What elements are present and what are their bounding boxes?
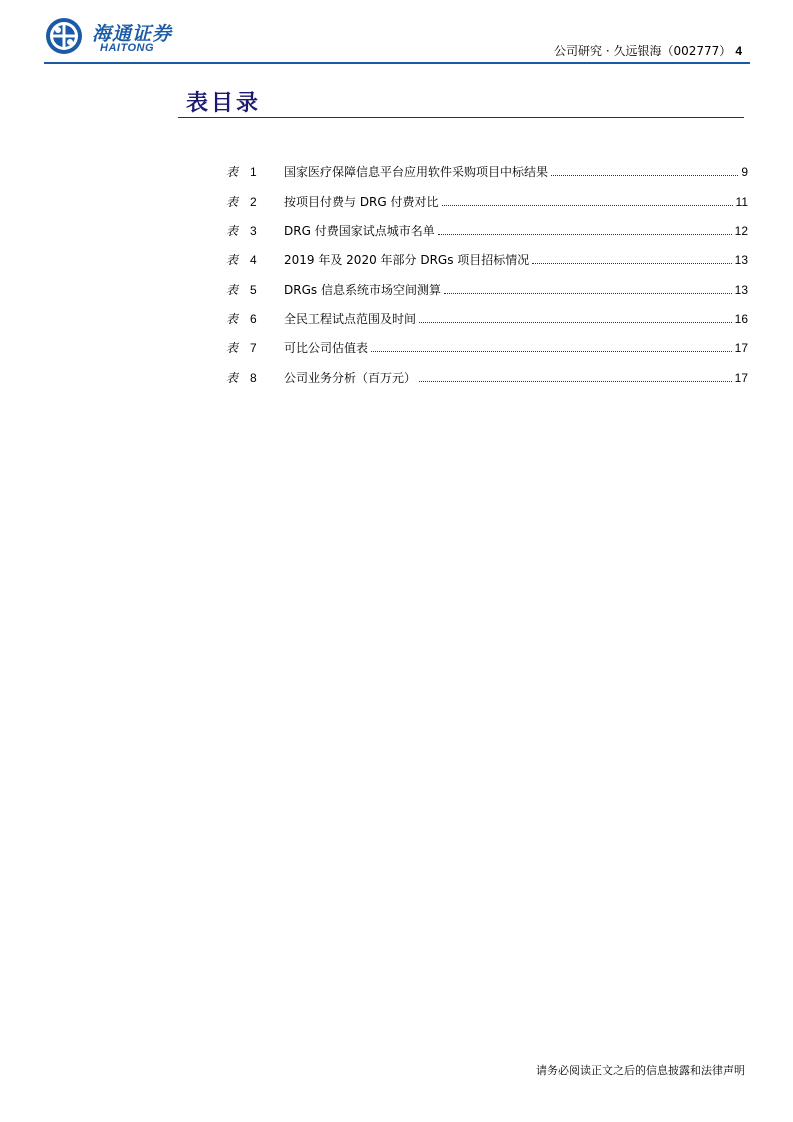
toc-leader bbox=[419, 380, 732, 382]
haitong-logo-icon bbox=[44, 16, 84, 56]
toc-item[interactable] bbox=[226, 336, 748, 356]
toc-number: 6 bbox=[250, 312, 257, 326]
toc-page: 13 bbox=[734, 283, 748, 297]
title-divider bbox=[178, 117, 744, 118]
toc-leader bbox=[438, 233, 732, 235]
header-divider bbox=[44, 62, 750, 64]
toc-item[interactable] bbox=[226, 160, 748, 180]
toc-label: 表 bbox=[226, 253, 239, 267]
toc-label: 表 bbox=[226, 371, 239, 385]
toc-leader bbox=[551, 174, 738, 176]
toc-leader bbox=[442, 204, 733, 206]
logo-english-text: HAITONG bbox=[100, 42, 155, 54]
toc-number: 5 bbox=[250, 283, 257, 297]
toc-number: 7 bbox=[250, 341, 257, 355]
toc-label: 表 bbox=[226, 195, 239, 209]
toc-label: 表 bbox=[226, 283, 239, 297]
toc-leader bbox=[532, 262, 731, 264]
toc-item[interactable] bbox=[226, 307, 748, 327]
toc-text: 全民工程试点范围及时间 bbox=[284, 312, 417, 326]
toc-text: 国家医疗保障信息平台应用软件采购项目中标结果 bbox=[284, 165, 549, 179]
toc-number: 4 bbox=[250, 253, 257, 267]
toc-leader bbox=[444, 292, 732, 294]
logo-chinese-text: 海通证券 bbox=[92, 23, 173, 45]
page-header bbox=[0, 0, 793, 66]
toc-item[interactable] bbox=[226, 366, 748, 386]
toc-text: DRGs 信息系统市场空间测算 bbox=[284, 283, 441, 297]
toc-leader bbox=[419, 321, 732, 323]
toc-text: 2019 年及 2020 年部分 DRGs 项目招标情况 bbox=[284, 253, 530, 267]
toc-leader bbox=[371, 350, 732, 352]
toc-text: DRG 付费国家试点城市名单 bbox=[284, 224, 435, 238]
toc-page: 17 bbox=[734, 371, 748, 385]
header-info bbox=[554, 42, 742, 59]
toc-number: 8 bbox=[250, 371, 257, 385]
toc-page: 9 bbox=[741, 165, 748, 179]
toc-label: 表 bbox=[226, 312, 239, 326]
toc-label: 表 bbox=[226, 224, 239, 238]
toc-page: 11 bbox=[735, 195, 748, 209]
toc-page: 13 bbox=[734, 253, 748, 267]
page-title: 表目录 bbox=[186, 90, 262, 116]
toc-text: 按项目付费与 DRG 付费对比 bbox=[284, 195, 439, 209]
toc-number: 1 bbox=[250, 165, 257, 179]
toc-label: 表 bbox=[226, 165, 239, 179]
toc-item[interactable] bbox=[226, 190, 748, 210]
toc-item[interactable] bbox=[226, 248, 748, 268]
toc-text: 可比公司估值表 bbox=[284, 341, 369, 355]
page-number: 4 bbox=[735, 44, 742, 58]
toc-text: 公司业务分析（百万元） bbox=[284, 371, 417, 385]
toc-page: 17 bbox=[734, 341, 748, 355]
toc-label: 表 bbox=[226, 341, 239, 355]
toc-item[interactable] bbox=[226, 278, 748, 298]
toc-page: 12 bbox=[734, 224, 748, 238]
toc-page: 16 bbox=[734, 312, 748, 326]
toc-item[interactable] bbox=[226, 219, 748, 239]
toc-number: 2 bbox=[250, 195, 257, 209]
toc-number: 3 bbox=[250, 224, 257, 238]
footer-notice: 请务必阅读正文之后的信息披露和法律声明 bbox=[536, 1064, 745, 1077]
company-logo bbox=[44, 16, 234, 60]
breadcrumb: 公司研究 · 久远银海（002777） bbox=[554, 44, 732, 58]
